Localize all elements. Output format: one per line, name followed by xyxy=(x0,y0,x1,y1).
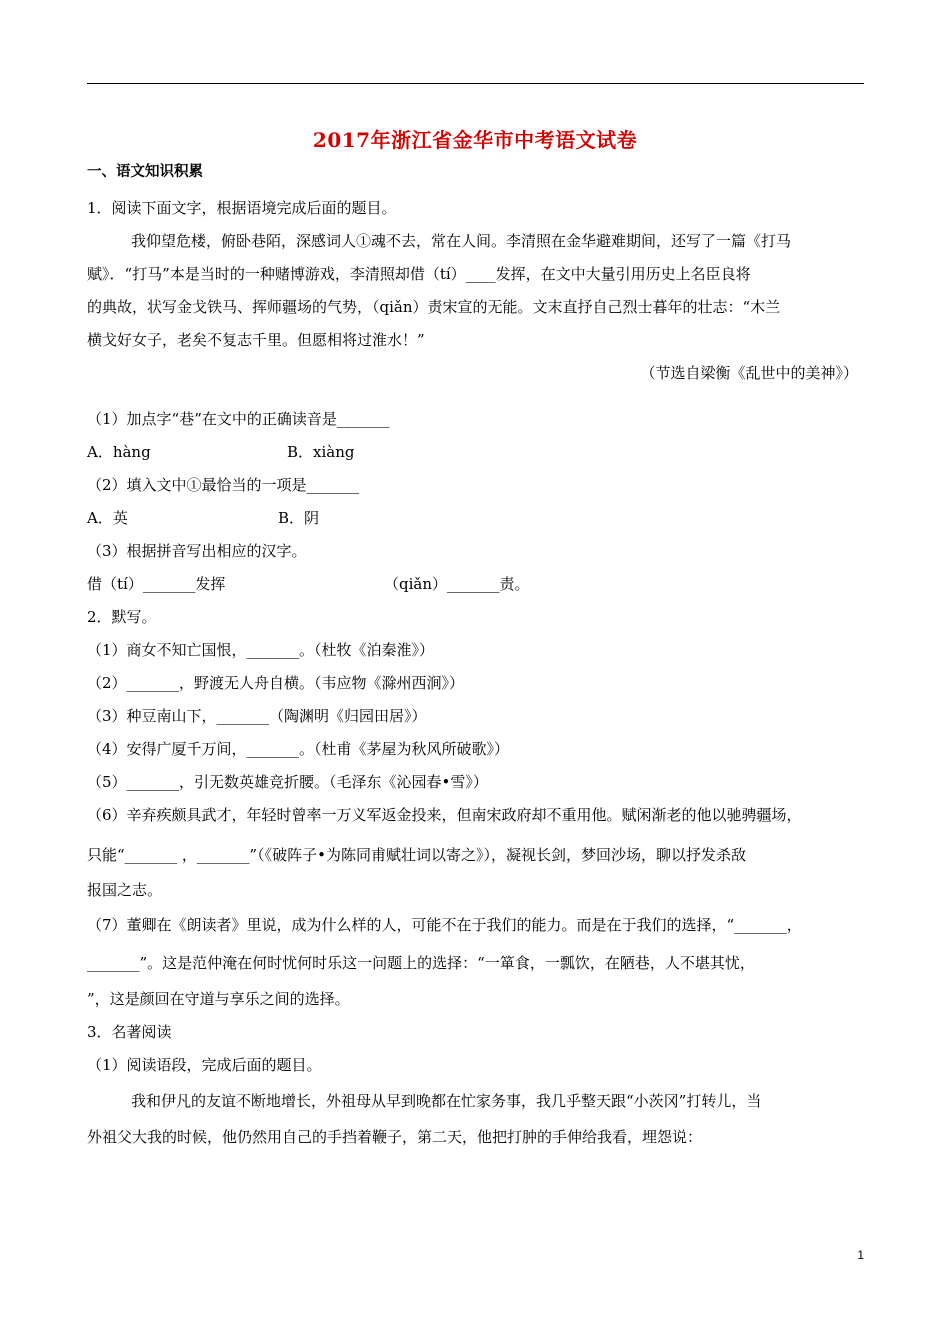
sub-question: （2）填入文中①最恰当的一项是_______ xyxy=(87,476,360,494)
passage-line: 赋》．“打马”本是当时的一种赌博游戏，李清照却借（tí）____发挥，在文中大量引用历史上名臣良将 xyxy=(87,265,751,283)
passage-source: （节选自梁衡《乱世中的美神》） xyxy=(640,364,858,382)
recitation-item: （2）_______，野渡无人舟自横。（韦应物《滁州西涧》） xyxy=(87,674,465,692)
sub-question: （1）阅读语段，完成后面的题目。 xyxy=(87,1056,322,1074)
question-1-stem: 1．阅读下面文字，根据语境完成后面的题目。 xyxy=(87,199,397,217)
sub-question: （3）根据拼音写出相应的汉字。 xyxy=(87,542,307,560)
header-rule xyxy=(87,83,864,84)
page-number: 1 xyxy=(857,1248,864,1262)
fill-blank: 借（tí）_______发挥 xyxy=(87,575,226,593)
passage-line: 的典故，状写金戈铁马、挥师疆场的气势，（qiǎn）责宋宣的无能。文末直抒自己烈士暮年的壮志：“木兰 xyxy=(87,298,781,316)
recitation-item: （3）种豆南山下，_______（陶渊明《归园田居》） xyxy=(87,707,427,725)
recitation-item: （1）商女不知亡国恨，_______。（杜牧《泊秦淮》） xyxy=(87,641,435,659)
passage-line: 横戈好女子，老矣不复志千里。但愿相将过淮水！” xyxy=(87,331,425,349)
option-a: A．hàng xyxy=(87,443,151,461)
question-2-stem: 2．默写。 xyxy=(87,608,157,626)
section-heading: 一、语文知识积累 xyxy=(87,164,203,180)
recitation-item: （4）安得广厦千万间，_______。（杜甫《茅屋为秋风所破歌》） xyxy=(87,740,510,758)
recitation-item: （6）辛弃疾颇具武才，年轻时曾率一万义军返金投来，但南宋政府却不重用他。赋闲渐老的他以驰骋疆场， xyxy=(87,806,802,824)
recitation-item: _______”。这是范仲淹在何时忧何时乐这一问题上的选择：“一箪食，一瓢饮，在陋巷，人不堪其忧， xyxy=(87,954,755,972)
question-3-stem: 3．名著阅读 xyxy=(87,1023,172,1041)
sub-question: （1）加点字“巷”在文中的正确读音是_______ xyxy=(87,410,390,428)
recitation-item: 报国之志。 xyxy=(87,881,163,899)
passage-line: 我和伊凡的友谊不断地增长，外祖母从早到晚都在忙家务事，我几乎整天跟“小茨冈”打转儿，当 xyxy=(131,1092,762,1110)
passage-line: 我仰望危楼，俯卧巷陌，深感词人①魂不去，常在人间。李清照在金华避难期间，还写了一篇《打马 xyxy=(131,232,792,250)
recitation-item: ”，这是颜回在守道与享乐之间的选择。 xyxy=(87,990,350,1008)
option-b: B．阴 xyxy=(278,509,320,527)
recitation-item: 只能“_______ ，_______”（《破阵子•为陈同甫赋壮词以寄之》），凝视长剑，梦回沙场，聊以抒发杀敌 xyxy=(87,846,746,864)
recitation-item: （5）_______，引无数英雄竞折腰。（毛泽东《沁园春•雪》） xyxy=(87,773,488,791)
page-title: 2017年浙江省金华市中考语文试卷 xyxy=(312,128,638,152)
option-b: B．xiàng xyxy=(287,443,355,461)
recitation-item: （7）董卿在《朗读者》里说，成为什么样的人，可能不在于我们的能力。而是在于我们的选择，“_______， xyxy=(87,916,802,934)
fill-blank: （qiǎn）_______责。 xyxy=(384,575,530,593)
passage-line: 外祖父大我的时候，他仍然用自己的手挡着鞭子，第二天，他把打肿的手伸给我看，埋怨说： xyxy=(87,1128,703,1146)
option-a: A．英 xyxy=(87,509,128,527)
